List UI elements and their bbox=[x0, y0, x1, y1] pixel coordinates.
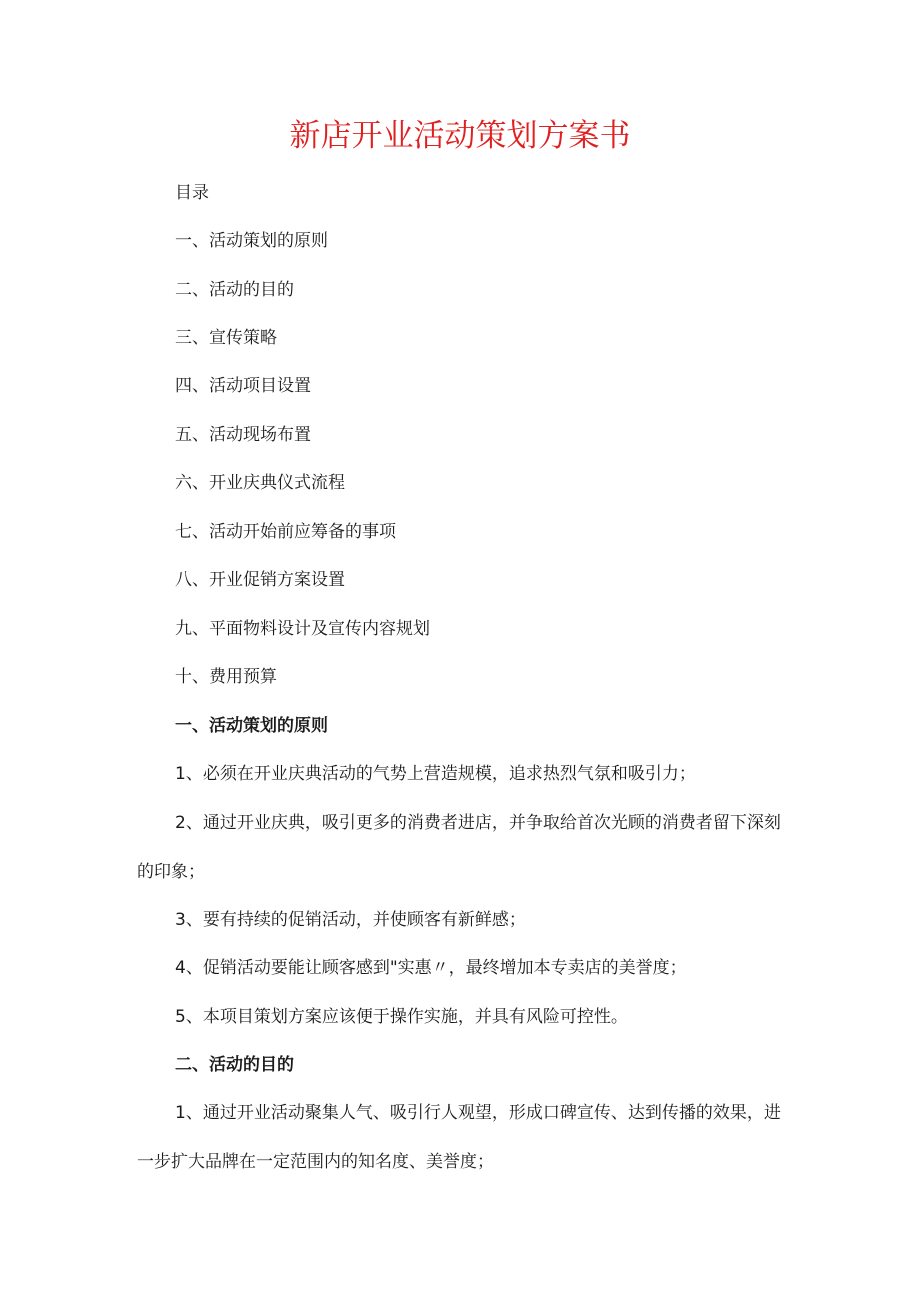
section-1-item-3: 3、要有持续的促销活动，并使顾客有新鲜感； bbox=[175, 910, 526, 930]
toc-item-6[interactable]: 六、开业庆典仪式流程 bbox=[175, 473, 345, 493]
section-heading-1: 一、活动策划的原则 bbox=[175, 716, 328, 736]
section-1-item-1: 1、必须在开业庆典活动的气势上营造规模，追求热烈气氛和吸引力； bbox=[175, 764, 696, 784]
toc-item-5[interactable]: 五、活动现场布置 bbox=[175, 425, 311, 445]
toc-item-1[interactable]: 一、活动策划的原则 bbox=[175, 231, 328, 251]
section-1-item-5: 5、本项目策划方案应该便于操作实施，并具有风险可控性。 bbox=[175, 1007, 628, 1027]
toc-item-10[interactable]: 十、费用预算 bbox=[175, 667, 277, 687]
toc-item-3[interactable]: 三、宣传策略 bbox=[175, 328, 277, 348]
toc-item-4[interactable]: 四、活动项目设置 bbox=[175, 376, 311, 396]
toc-heading: 目录 bbox=[175, 183, 209, 203]
section-2-item-1: 1、通过开业活动聚集人气、吸引行人观望，形成口碑宣传、达到传播的效果，进一步扩大品牌在一定范围内的知名度、美誉度； bbox=[137, 1103, 781, 1172]
document-title: 新店开业活动策划方案书 bbox=[289, 118, 631, 154]
section-1-item-2: 2、通过开业庆典，吸引更多的消费者进店，并争取给首次光顾的消费者留下深刻的印象； bbox=[137, 813, 781, 882]
section-heading-2: 二、活动的目的 bbox=[175, 1055, 294, 1075]
toc-item-9[interactable]: 九、平面物料设计及宣传内容规划 bbox=[175, 619, 430, 639]
toc-item-8[interactable]: 八、开业促销方案设置 bbox=[175, 570, 345, 590]
toc-item-7[interactable]: 七、活动开始前应筹备的事项 bbox=[175, 522, 396, 542]
toc-item-2[interactable]: 二、活动的目的 bbox=[175, 280, 294, 300]
section-1-item-4: 4、促销活动要能让顾客感到"实惠〃，最终增加本专卖店的美誉度； bbox=[175, 958, 687, 978]
